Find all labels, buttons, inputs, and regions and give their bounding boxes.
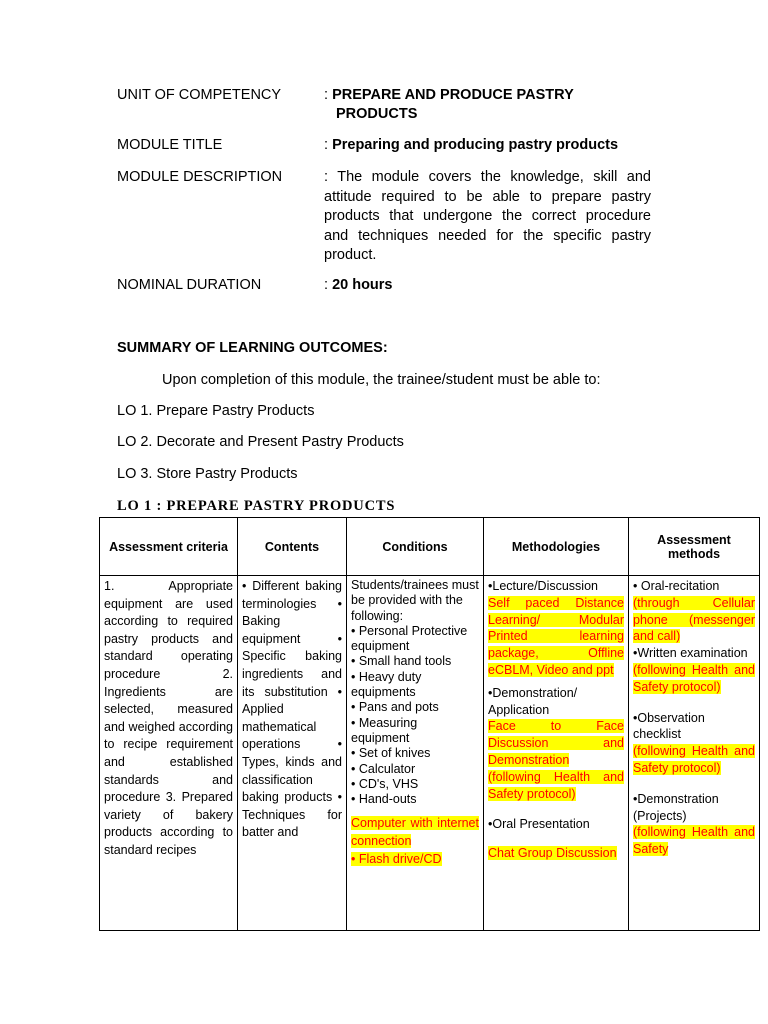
lo1-table <box>99 517 760 931</box>
header-conditions: Conditions <box>347 518 484 576</box>
assess-written-highlight: (following Health and Safety protocol) <box>633 662 755 694</box>
assess-observation: •Observation checklist <box>633 710 705 742</box>
conditions-item: • CD's, VHS <box>351 776 419 791</box>
conditions-item: • Personal Protective equipment <box>351 623 468 654</box>
assessment-methods-cell <box>629 576 760 931</box>
unit-label: UNIT OF COMPETENCY <box>117 87 282 103</box>
lo1-heading: LO 1 : PREPARE PASTRY PRODUCTS <box>117 498 396 514</box>
unit-value <box>324 87 574 103</box>
conditions-item: • Hand-outs <box>351 792 417 807</box>
unit-value-line2: PRODUCTS <box>336 106 418 122</box>
method-lecture-highlight: Self paced Distance Learning/ Modular Printed learning package, Offline eCBLM, Video and ppt <box>488 595 624 677</box>
header-contents: Contents <box>238 518 347 576</box>
colon: : <box>324 137 329 153</box>
assess-demonstration: •Demonstration (Projects) <box>633 791 719 823</box>
lo-item-3: LO 3. Store Pastry Products <box>117 466 298 482</box>
summary-heading: SUMMARY OF LEARNING OUTCOMES: <box>117 340 388 356</box>
unit-value-line1: PREPARE AND PRODUCE PASTRY <box>332 87 574 103</box>
module-desc-value: : The module covers the knowledge, skill and attitude required to be able to prepare pastry products that undergone the correct procedure and techniques needed for the specific pastry product. <box>324 169 651 263</box>
assess-oral-highlight: (through Cellular phone (messenger and call) <box>633 595 755 644</box>
conditions-highlight-computer: Computer with internet connection <box>351 816 479 849</box>
method-demonstration: •Demonstration/ Application <box>488 685 578 717</box>
table-header-row <box>100 518 760 576</box>
contents-text: • Different baking terminologies • Baking equipment • Specific baking ingredients and its substitution • Applied mathematical operations • Types, kinds and classification baking products • Techniques for batter and <box>242 579 342 840</box>
assess-oral: • Oral-recitation <box>633 579 720 593</box>
lo-item-1: LO 1. Prepare Pastry Products <box>117 403 315 419</box>
methodologies-cell <box>484 576 629 931</box>
lo-item-2: LO 2. Decorate and Present Pastry Products <box>117 434 404 450</box>
colon: : <box>324 87 329 103</box>
summary-intro: Upon completion of this module, the trainee/student must be able to: <box>162 372 601 388</box>
module-title-label: MODULE TITLE <box>117 137 223 153</box>
header-methodologies: Methodologies <box>484 518 629 576</box>
colon: : <box>324 277 329 293</box>
conditions-item: • Small hand tools <box>351 654 452 669</box>
module-title-value: : Preparing and producing pastry products <box>324 137 619 153</box>
duration-label: NOMINAL DURATION <box>117 277 262 293</box>
duration-value: : 20 hours <box>324 277 393 293</box>
method-oral: •Oral Presentation <box>488 817 590 832</box>
conditions-item: • Heavy duty equipments <box>351 669 422 700</box>
method-lecture: •Lecture/Discussion <box>488 579 598 593</box>
conditions-item: • Measuring equipment <box>351 715 418 745</box>
conditions-highlight-flash: • Flash drive/CD <box>351 851 442 866</box>
table-row <box>100 576 760 931</box>
method-oral-highlight: Chat Group Discussion <box>488 846 617 861</box>
assess-observation-highlight: (following Health and Safety protocol) <box>633 744 755 775</box>
criteria-cell <box>100 576 238 931</box>
conditions-intro: Students/trainees must be provided with the following: <box>351 578 479 623</box>
assess-written: •Written examination <box>633 646 748 661</box>
contents-cell <box>238 576 347 931</box>
conditions-item: • Pans and pots <box>351 700 439 715</box>
method-demonstration-highlight: Face to Face Discussion and Demonstration (following Health and Safety protocol) <box>488 719 624 801</box>
header-assessment-criteria: Assessment criteria <box>100 518 238 576</box>
module-desc-label: MODULE DESCRIPTION <box>117 169 283 185</box>
conditions-item: • Calculator <box>351 761 416 776</box>
conditions-cell <box>347 576 484 931</box>
assess-demonstration-highlight: (following Health and Safety <box>633 825 755 857</box>
criteria-text: 1. Appropriate equipment are used according to required pastry products and standard operating procedure 2. Ingredients are selected, measured and weighed according to recipe requirement and established standards and procedure 3. Prepared variety of bakery products according to standard recipes <box>104 579 233 857</box>
header-assessment-methods: Assessment methods <box>629 518 760 576</box>
conditions-item: • Set of knives <box>351 746 431 761</box>
